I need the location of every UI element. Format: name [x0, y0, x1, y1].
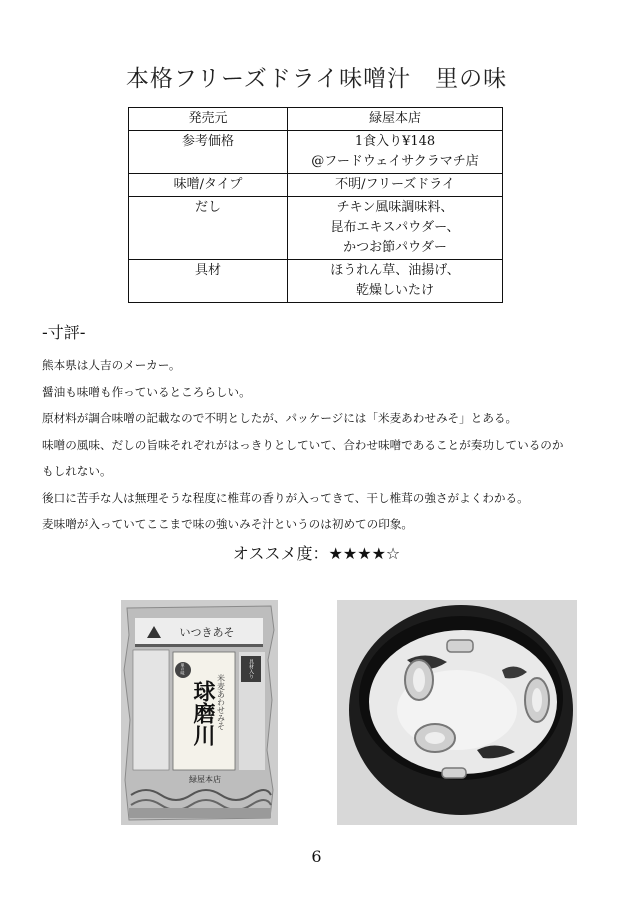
package-maker: 緑屋本店 — [189, 775, 221, 784]
spec-value-line: 緑屋本店 — [368, 111, 421, 126]
review-line: 原材料が調合味噌の記載なので不明としたが、パッケージには「米麦あわせみそ」とある。 — [42, 411, 518, 425]
spec-value — [288, 174, 503, 197]
spec-row — [129, 197, 503, 260]
package-product: 球磨川 — [190, 680, 216, 746]
spec-row — [129, 174, 503, 197]
package-badge: 具材入り — [248, 659, 254, 679]
package-brand: いつきあそ — [179, 626, 235, 639]
spec-row — [129, 260, 503, 303]
review-heading: -寸評- — [42, 323, 86, 342]
spec-label: 具材 — [129, 260, 288, 303]
spec-value-line: ほうれん草、油揚げ、 — [330, 263, 460, 278]
review-line: 醤油も味噌も作っているところらしい。 — [42, 384, 251, 399]
spec-row — [129, 108, 503, 131]
review-line: 麦味噌が入っていてここまで味の強いみそ汁というのは初めての印象。 — [42, 517, 414, 531]
page-number: 6 — [311, 847, 322, 866]
spec-value — [288, 260, 503, 303]
package-photo — [121, 600, 278, 825]
spec-label: だし — [129, 197, 288, 260]
recommendation-rating: オススメ度：★★★★☆ — [232, 544, 401, 563]
package-tag: 里の味 — [180, 663, 186, 675]
soup-photo — [337, 600, 577, 825]
spec-table — [128, 107, 503, 303]
spec-value-line: 乾燥しいたけ — [355, 283, 434, 298]
review-body — [42, 352, 602, 538]
spec-row — [129, 131, 503, 174]
spec-label: 発売元 — [129, 108, 288, 131]
spec-value — [288, 131, 503, 174]
spec-value-line: 昆布エキスパウダー、 — [330, 220, 460, 235]
spec-value-line: かつお節パウダー — [343, 240, 447, 255]
review-line: もしれない。 — [42, 464, 112, 478]
package-style: 米麦あわせみそ — [216, 674, 226, 730]
spec-label: 味噌/タイプ — [129, 174, 288, 197]
spec-value — [288, 108, 503, 131]
page-title: 本格フリーズドライ味噌汁 里の味 — [125, 66, 508, 92]
spec-value — [288, 197, 503, 260]
review-line: 味噌の風味、だしの旨味それぞれがはっきりとしていて、合わせ味噌であることが奏功しているのか — [42, 437, 564, 452]
review-line: 後口に苦手な人は無理そうな程度に椎茸の香りが入ってきて、干し椎茸の強さがよくわかる。 — [42, 490, 529, 505]
spec-label: 参考価格 — [129, 131, 288, 174]
spec-value-line: @フードウェイサクラマチ店 — [311, 154, 479, 169]
spec-value-line: 不明/フリーズドライ — [335, 177, 455, 192]
review-line: 熊本県は人吉のメーカー。 — [42, 358, 181, 372]
spec-value-line: チキン風味調味料、 — [336, 200, 454, 215]
spec-value-line: 1食入り¥148 — [354, 134, 436, 149]
